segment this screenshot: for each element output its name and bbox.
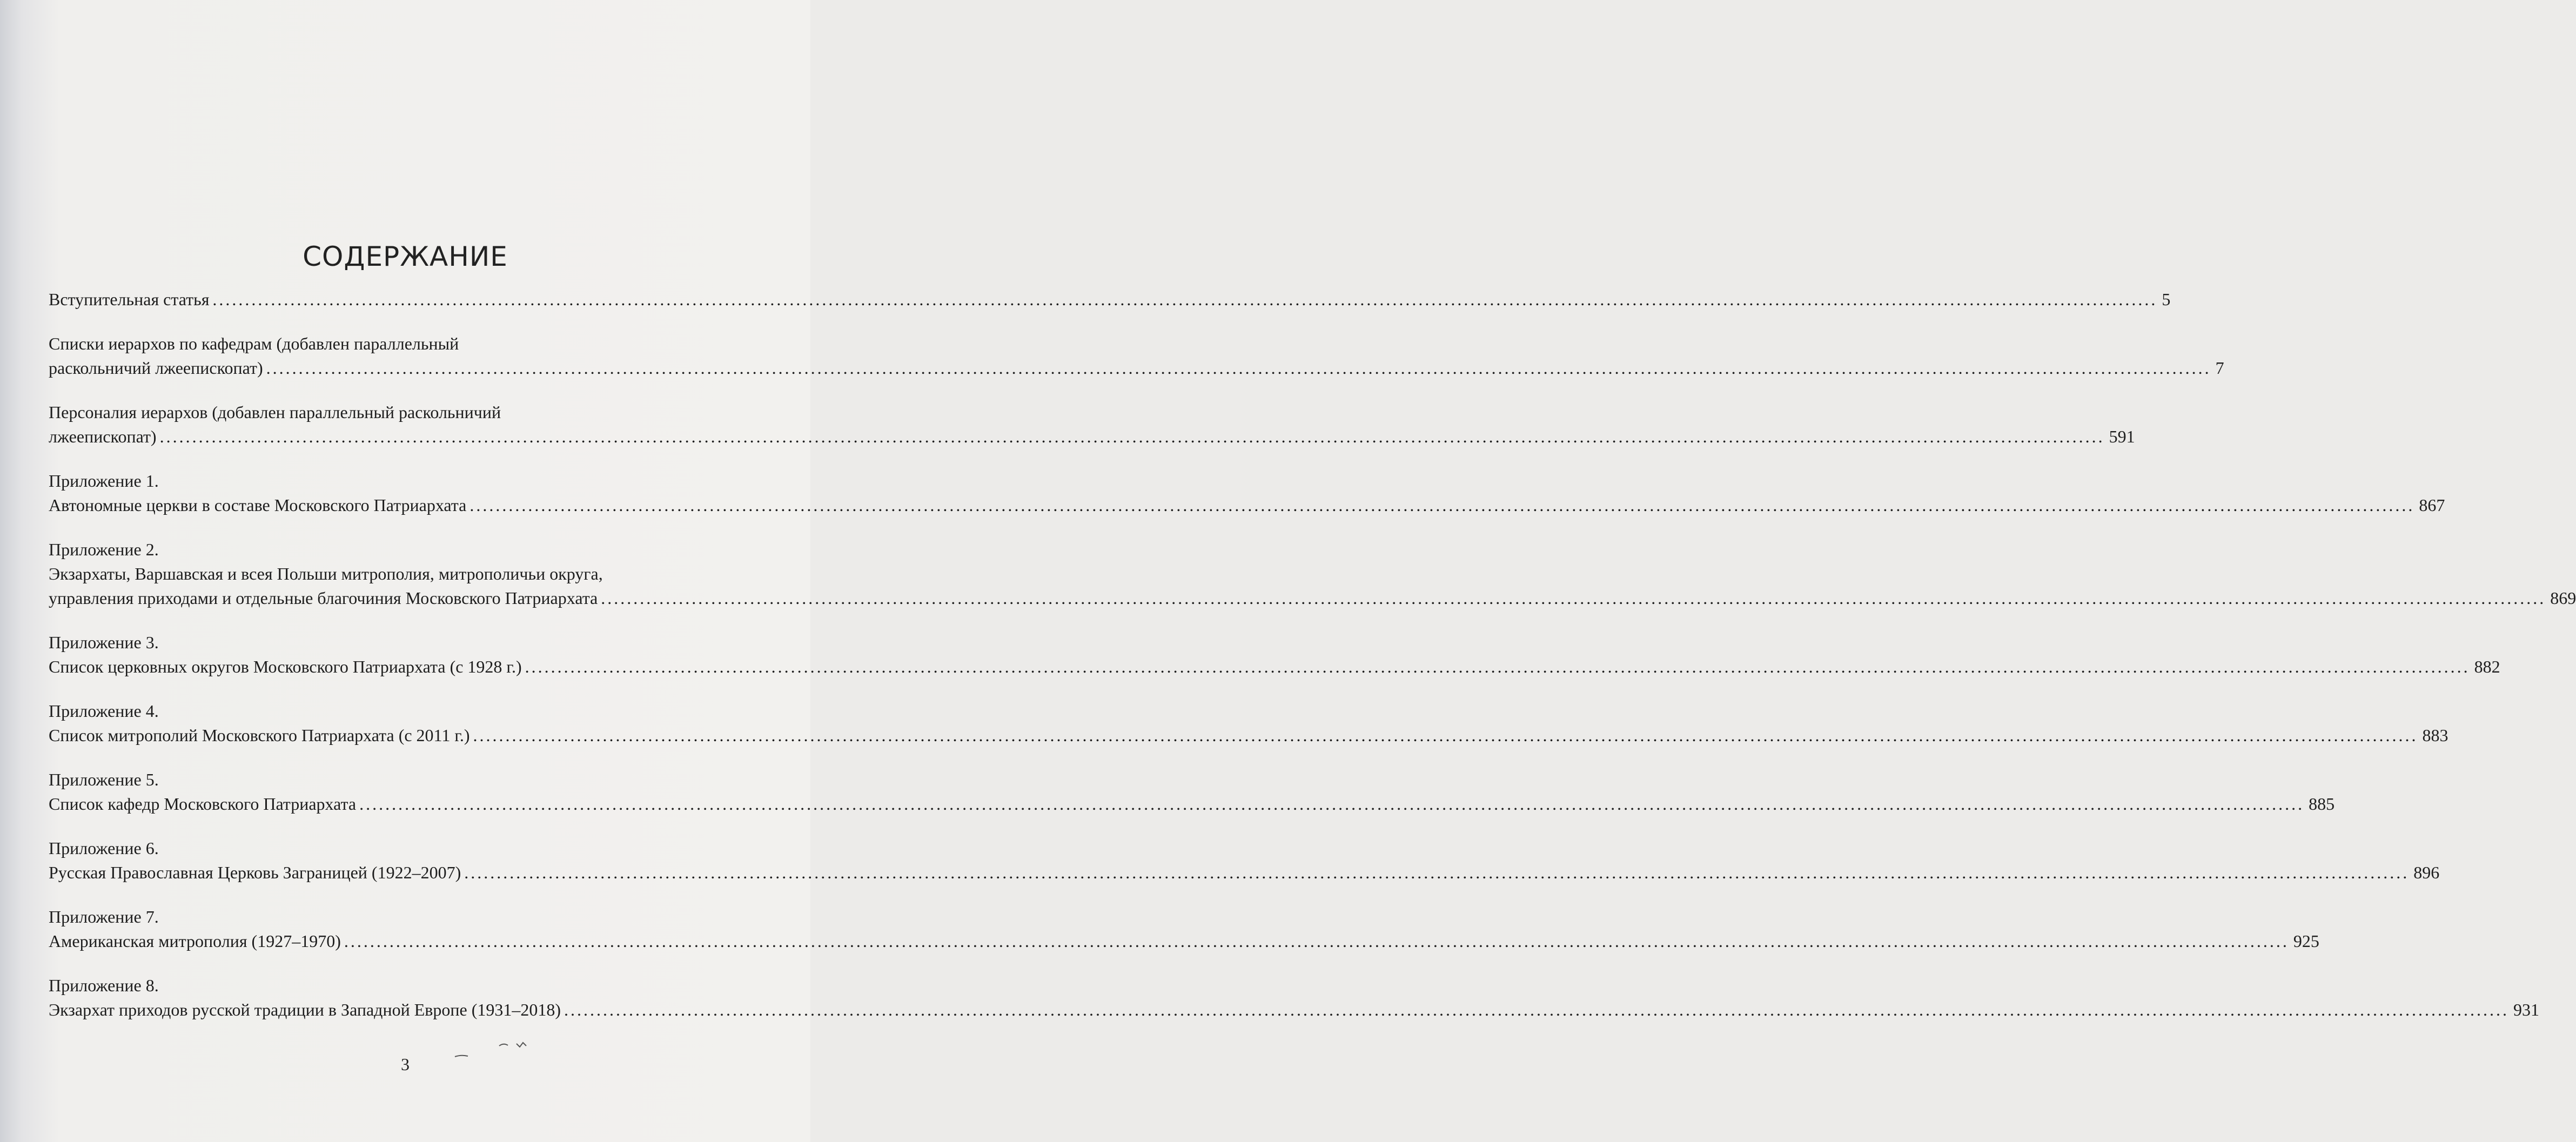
toc-entry-line: Экзархаты, Варшавская и всея Польши митрополия, митрополичьи округа, [49, 564, 603, 583]
pen-scribble-icon [452, 1040, 544, 1062]
toc-entry [49, 287, 2171, 312]
toc-entry-final-line [49, 655, 2500, 679]
toc-entry [49, 699, 2448, 748]
dot-leader: ............................................................................................................................................................................................................................................................................................................ [601, 588, 2546, 608]
toc-page-number: 883 [2422, 725, 2448, 745]
toc-page-number: 925 [2293, 931, 2319, 951]
toc-entry [49, 332, 2224, 380]
toc-entry [49, 905, 2319, 953]
toc-page-number: 591 [2109, 427, 2135, 446]
dot-leader: ............................................................................................................................................................................................................................................................................................................ [359, 794, 2305, 814]
toc-entry-line: Приложение 7. [49, 907, 159, 926]
toc-page-number: 7 [2215, 358, 2224, 378]
dot-leader: ............................................................................................................................................................................................................................................................................................................ [464, 863, 2410, 882]
toc-entry [49, 400, 2135, 449]
toc-entry-line: Приложение 6. [49, 838, 159, 858]
toc-page-number: 882 [2474, 657, 2500, 676]
toc-entry-line: Приложение 2. [49, 540, 159, 559]
toc-entry-final-line [49, 723, 2448, 748]
toc-entry [49, 973, 2539, 1022]
toc-page-number: 885 [2309, 794, 2335, 814]
toc-entry-line: Приложение 8. [49, 976, 159, 995]
dot-leader: ............................................................................................................................................................................................................................................................................................................ [212, 290, 2158, 309]
toc-entry-title: управления приходами и отдельные благочиния Московского Патриархата [49, 588, 598, 608]
toc-entry [49, 768, 2335, 816]
toc-entry-line: Списки иерархов по кафедрам (добавлен параллельный [49, 334, 459, 353]
toc-entry-title: Список кафедр Московского Патриархата [49, 794, 357, 814]
toc-entry-final-line [49, 493, 2445, 518]
toc-entry-final-line [49, 792, 2335, 816]
toc-entry-line: Персоналия иерархов (добавлен параллельный раскольничий [49, 402, 501, 422]
toc-entry-line: Приложение 4. [49, 701, 159, 721]
page-title: СОДЕРЖАНИЕ [303, 240, 508, 272]
toc-entry-title: Русская Православная Церковь Заграницей (1922–2007) [49, 863, 461, 882]
toc-entry-title: раскольничий лжеепископат) [49, 358, 263, 378]
toc-entry-line: Приложение 5. [49, 770, 159, 789]
toc-page-number: 5 [2162, 290, 2171, 309]
toc-entry-final-line [49, 929, 2319, 953]
toc-entry-final-line [49, 998, 2539, 1022]
toc-entry-title: Американская митрополия (1927–1970) [49, 931, 341, 951]
dot-leader: ............................................................................................................................................................................................................................................................................................................ [266, 358, 2211, 378]
toc-entry [49, 538, 2576, 610]
toc-page-number: 869 [2550, 588, 2576, 608]
toc-entry [49, 469, 2445, 518]
dot-leader: ............................................................................................................................................................................................................................................................................................................ [159, 427, 2105, 446]
toc-entry-title: Автономные церкви в составе Московского Патриархата [49, 495, 467, 515]
toc-entry [49, 630, 2500, 679]
toc-entry-line: Приложение 1. [49, 471, 159, 491]
toc-entry-title: лжеепископат) [49, 427, 157, 446]
toc-entry-title: Список церковных округов Московского Патриархата (с 1928 г.) [49, 657, 522, 676]
toc-entry-final-line [49, 861, 2440, 885]
dot-leader: ............................................................................................................................................................................................................................................................................................................ [473, 725, 2418, 745]
toc-entry-title: Экзархат приходов русской традиции в Западной Европе (1931–2018) [49, 1000, 561, 1019]
dot-leader: ............................................................................................................................................................................................................................................................................................................ [564, 1000, 2509, 1019]
toc-page-number: 896 [2413, 863, 2440, 882]
toc-entry [49, 836, 2440, 885]
toc-page-number: 931 [2513, 1000, 2539, 1019]
table-of-contents [49, 287, 2576, 1022]
page-number: 3 [401, 1054, 410, 1074]
toc-entry-final-line [49, 287, 2171, 312]
toc-entry-line: Приложение 3. [49, 633, 159, 652]
toc-entry-final-line [49, 356, 2224, 380]
toc-entry-final-line [49, 425, 2135, 449]
toc-entry-title: Список митрополий Московского Патриархата (с 2011 г.) [49, 725, 470, 745]
dot-leader: ............................................................................................................................................................................................................................................................................................................ [525, 657, 2470, 676]
dot-leader: ............................................................................................................................................................................................................................................................................................................ [344, 931, 2289, 951]
dot-leader: ............................................................................................................................................................................................................................................................................................................ [469, 495, 2415, 515]
toc-entry-final-line [49, 586, 2576, 610]
toc-entry-title: Вступительная статья [49, 290, 210, 309]
toc-page-number: 867 [2419, 495, 2445, 515]
